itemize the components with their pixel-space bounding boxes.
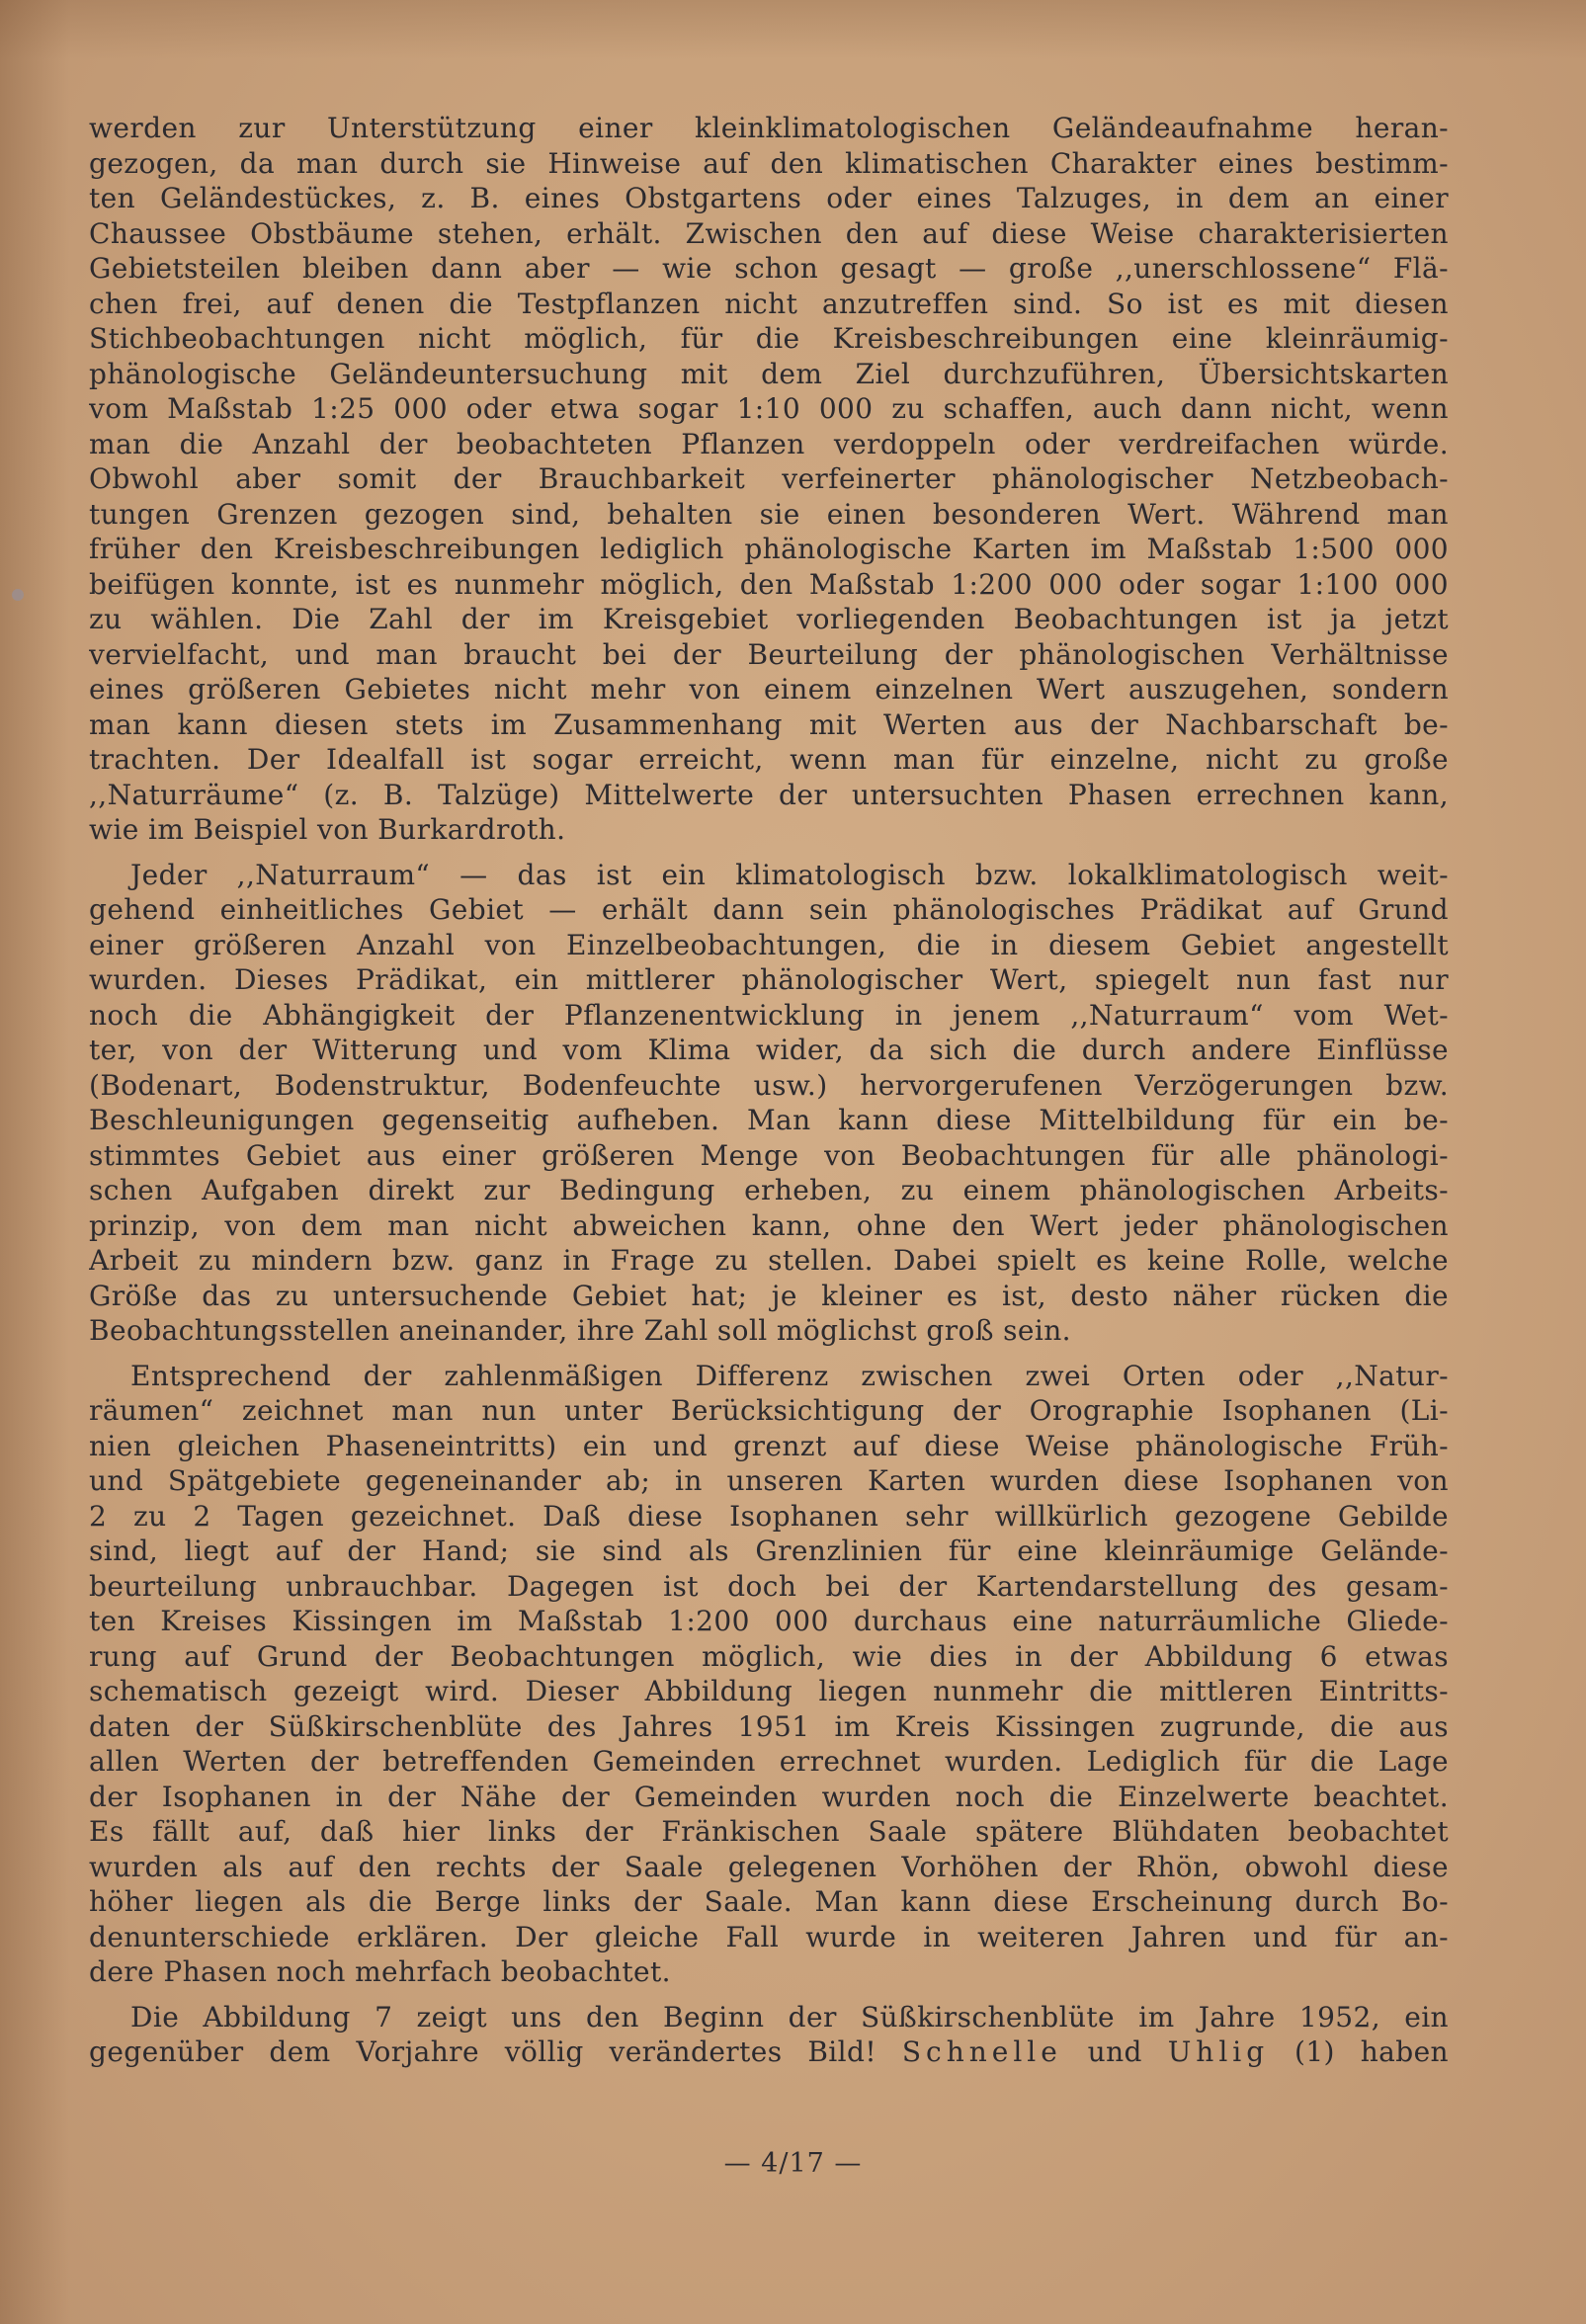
- page-mark-dot: [12, 589, 24, 601]
- text-line: denunterschiede erklären. Der gleiche Fall wurde in weiteren Jahren und für an-: [89, 1920, 1449, 1953]
- text-line: nien gleichen Phaseneintritts) ein und grenzt auf diese Weise phänologische Früh-: [89, 1429, 1449, 1462]
- text-line: Beobachtungsstellen aneinander, ihre Zahl soll möglichst groß sein.: [89, 1314, 1071, 1347]
- text-run: und: [1061, 2035, 1168, 2068]
- text-line: stimmtes Gebiet aus einer größeren Menge von Beobachtungen für alle phänologi-: [89, 1138, 1449, 1172]
- text-line: einer größeren Anzahl von Einzelbeobachtungen, die in diesem Gebiet angestellt: [89, 928, 1449, 961]
- text-line: prinzip, von dem man nicht abweichen kann, ohne den Wert jeder phänologischen: [89, 1208, 1449, 1242]
- author-name-schnelle: Schnelle: [901, 2035, 1062, 2068]
- text-line: ten Kreises Kissingen im Maßstab 1:200 000 durchaus eine naturräumliche Gliede-: [89, 1605, 1449, 1637]
- page-top-shadow: [0, 0, 1586, 59]
- text-line: eines größeren Gebietes nicht mehr von einem einzelnen Wert auszugehen, sondern: [89, 673, 1449, 706]
- text-line: beurteilung unbrauchbar. Dagegen ist doch bei der Kartendarstellung des gesam-: [89, 1569, 1449, 1603]
- text-line: wurden. Dieses Prädikat, ein mittlerer phänologischer Wert, spiegelt nun fast nur: [89, 963, 1449, 996]
- text-line: dere Phasen noch mehrfach beobachtet.: [89, 1955, 671, 1988]
- text-line: Die Abbildung 7 zeigt uns den Beginn der Süßkirschenblüte im Jahre 1952, ein: [130, 2000, 1449, 2034]
- text-line: räumen“ zeichnet man nun unter Berücksichtigung der Orographie Isophanen (Li-: [89, 1394, 1449, 1427]
- text-line: Chaussee Obstbäume stehen, erhält. Zwischen den auf diese Weise charakterisierten: [89, 216, 1449, 250]
- text-line: phänologische Geländeuntersuchung mit dem Ziel durchzuführen, Übersichtskarten: [89, 357, 1449, 390]
- page-number: — 4/17 —: [723, 2148, 863, 2179]
- text-line: gezogen, da man durch sie Hinweise auf den klimatischen Charakter eines bestimm-: [89, 146, 1449, 180]
- text-line: schen Aufgaben direkt zur Bedingung erheben, zu einem phänologischen Arbeits-: [89, 1174, 1449, 1206]
- text-line: vom Maßstab 1:25 000 oder etwa sogar 1:10 000 zu schaffen, auch dann nicht, wenn: [89, 392, 1449, 425]
- page-edge-shadow: [0, 0, 69, 2324]
- text-line: Jeder ,,Naturraum“ — das ist ein klimatologisch bzw. lokalklimatologisch weit-: [130, 858, 1449, 891]
- text-line: früher den Kreisbeschreibungen lediglich phänologische Karten im Maßstab 1:500 000: [89, 533, 1449, 565]
- text-line: Obwohl aber somit der Brauchbarkeit verfeinerter phänologischer Netzbeobach-: [89, 462, 1449, 495]
- text-line: vervielfacht, und man braucht bei der Beurteilung der phänologischen Verhältnisse: [89, 637, 1449, 671]
- text-line: Gebietsteilen bleiben dann aber — wie schon gesagt — große ,,unerschlossene“ Flä-: [89, 252, 1449, 285]
- text-line: tungen Grenzen gezogen sind, behalten sie einen besonderen Wert. Während man: [89, 497, 1449, 531]
- text-line: Beschleunigungen gegenseitig aufheben. Man kann diese Mittelbildung für ein be-: [89, 1104, 1449, 1136]
- text-line: rung auf Grund der Beobachtungen möglich, wie dies in der Abbildung 6 etwas: [89, 1639, 1449, 1673]
- paragraph-2: [89, 858, 1449, 1349]
- text-line: daten der Süßkirschenblüte des Jahres 1951 im Kreis Kissingen zugrunde, die aus: [89, 1709, 1449, 1743]
- text-line: Arbeit zu mindern bzw. ganz in Frage zu stellen. Dabei spielt es keine Rolle, welche: [89, 1244, 1449, 1277]
- text-line: Entsprechend der zahlenmäßigen Differenz zwischen zwei Orten oder ,,Natur-: [130, 1359, 1449, 1392]
- text-line: trachten. Der Idealfall ist sogar erreicht, wenn man für einzelne, nicht zu große: [89, 743, 1449, 776]
- paragraph-3: [89, 1359, 1449, 1990]
- text-line: Es fällt auf, daß hier links der Fränkischen Saale spätere Blühdaten beobachtet: [89, 1815, 1449, 1848]
- paragraph-4: [89, 2000, 1449, 2070]
- text-line: chen frei, auf denen die Testpflanzen nicht anzutreffen sind. So ist es mit diesen: [89, 287, 1449, 320]
- text-line: höher liegen als die Berge links der Saale. Man kann diese Erscheinung durch Bo-: [89, 1885, 1449, 1918]
- text-line: ter, von der Witterung und vom Klima wider, da sich die durch andere Einflüsse: [89, 1034, 1449, 1066]
- text-run: gegenüber dem Vorjahre völlig verändertes Bild!: [89, 2035, 902, 2068]
- text-line: man kann diesen stets im Zusammenhang mit Werten aus der Nachbarschaft be-: [89, 707, 1449, 741]
- text-line: ten Geländestückes, z. B. eines Obstgartens oder eines Talzuges, in dem an einer: [89, 182, 1449, 214]
- text-line: Stichbeobachtungen nicht möglich, für die Kreisbeschreibungen eine kleinräumig-: [89, 322, 1449, 355]
- text-line: schematisch gezeigt wird. Dieser Abbildung liegen nunmehr die mittleren Eintritts-: [89, 1675, 1449, 1707]
- text-line: 2 zu 2 Tagen gezeichnet. Daß diese Isophanen sehr willkürlich gezogene Gebilde: [89, 1499, 1449, 1533]
- text-line: man die Anzahl der beobachteten Pflanzen verdoppeln oder verdreifachen würde.: [89, 427, 1449, 460]
- text-line: ,,Naturräume“ (z. B. Talzüge) Mittelwerte der untersuchten Phasen errechnen kann,: [89, 778, 1449, 811]
- paragraph-1: [89, 111, 1449, 848]
- text-line: Größe das zu untersuchende Gebiet hat; je kleiner es ist, desto näher rücken die: [89, 1279, 1449, 1312]
- text-line: gehend einheitliches Gebiet — erhält dann sein phänologisches Prädikat auf Grund: [89, 893, 1449, 926]
- text-line: [89, 2034, 1449, 2070]
- text-line: beifügen konnte, ist es nunmehr möglich, den Maßstab 1:200 000 oder sogar 1:100 000: [89, 567, 1449, 601]
- author-name-uhlig: Uhlig: [1167, 2035, 1270, 2068]
- page-text-column: [89, 111, 1449, 2070]
- text-line: werden zur Unterstützung einer kleinklimatologischen Geländeaufnahme heran-: [89, 112, 1449, 144]
- text-line: noch die Abhängigkeit der Pflanzenentwicklung in jenem ,,Naturraum“ vom Wet-: [89, 998, 1449, 1032]
- text-line: der Isophanen in der Nähe der Gemeinden wurden noch die Einzelwerte beachtet.: [89, 1780, 1449, 1813]
- text-run: (1) haben: [1269, 2035, 1449, 2068]
- text-line: allen Werten der betreffenden Gemeinden errechnet wurden. Lediglich für die Lage: [89, 1745, 1449, 1778]
- text-line: (Bodenart, Bodenstruktur, Bodenfeuchte usw.) hervorgerufenen Verzögerungen bzw.: [89, 1068, 1449, 1102]
- text-line: zu wählen. Die Zahl der im Kreisgebiet vorliegenden Beobachtungen ist ja jetzt: [89, 603, 1449, 635]
- text-line: wurden als auf den rechts der Saale gelegenen Vorhöhen der Rhön, obwohl diese: [89, 1850, 1449, 1883]
- text-line: und Spätgebiete gegeneinander ab; in unseren Karten wurden diese Isophanen von: [89, 1464, 1449, 1497]
- text-line: sind, liegt auf der Hand; sie sind als Grenzlinien für eine kleinräumige Gelände-: [89, 1535, 1449, 1567]
- text-line: wie im Beispiel von Burkardroth.: [89, 813, 566, 846]
